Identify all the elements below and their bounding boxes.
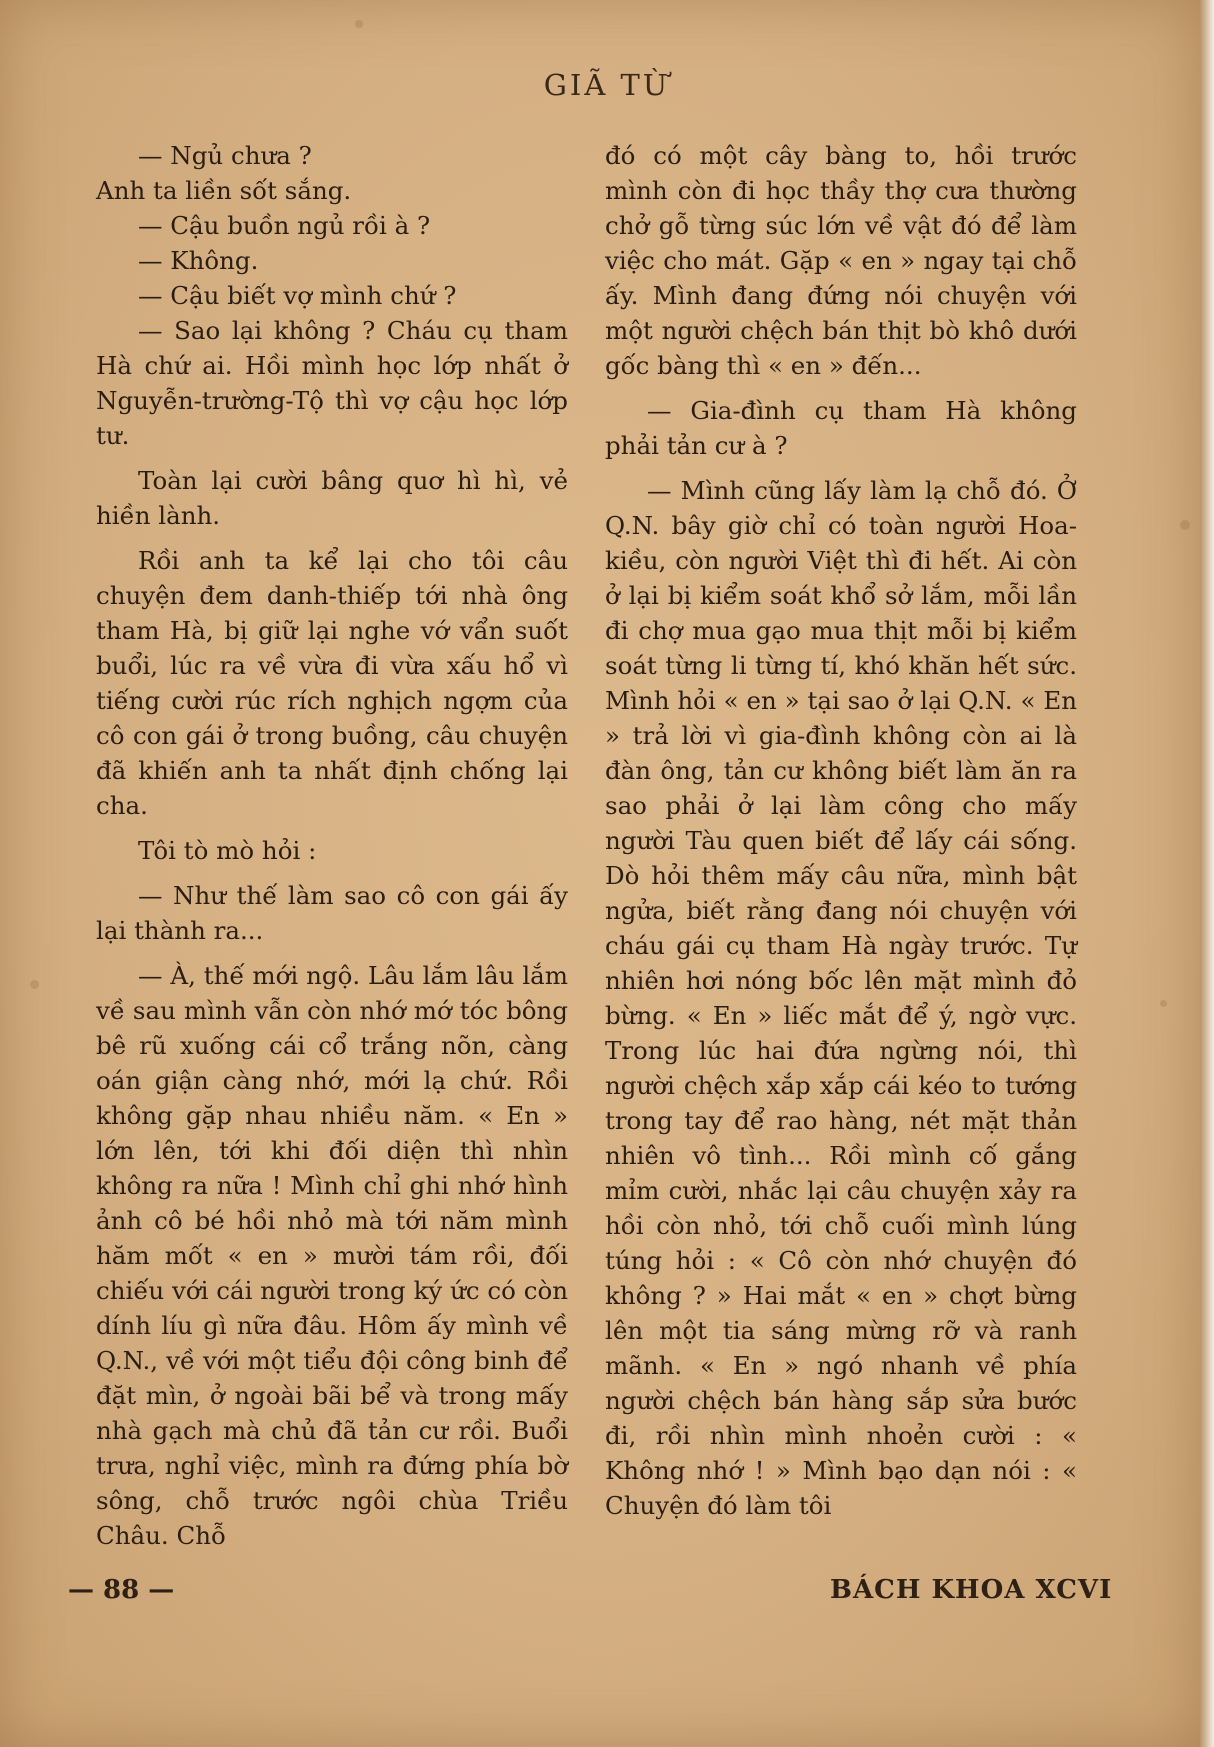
paragraph: — Gia-đình cụ tham Hà không phải tản cư à ? [605,396,1077,460]
paragraph: — À, thế mới ngộ. Lâu lắm lâu lắm về sau mình vẫn còn nhớ mớ tóc bông bê rũ xuống cái cổ trắng nõn, càng oán giận càng nhớ, mới lạ chứ. Rồi không gặp nhau nhiều năm. « En » lớn lên, tới khi đối diện thì nhìn không ra nữa ! Mình chỉ ghi nhớ hình ảnh cô bé hồi nhỏ mà tới năm mình hăm mốt « en » mười tám rồi, đối chiếu với cái người trong ký ức có còn dính líu gì nữa đâu. Hôm ấy mình về Q.N., về với một tiểu đội công binh để đặt mìn, ở ngoài bãi bể và trong mấy nhà gạch mà chủ đã tản cư rồi. Buổi trưa, nghỉ việc, mình ra đứng phía bờ sông, chỗ trước ngôi chùa Triều Châu. Chỗ [96,961,568,1550]
magazine-issue: BÁCH KHOA XCVI [830,1575,1113,1605]
paragraph: — Ngủ chưa ? [138,141,312,170]
paper-spot [1160,1000,1167,1007]
right-column [605,138,1077,1523]
running-header: GIÃ TỪ [543,68,671,102]
paragraph: đó có một cây bàng to, hồi trước mình còn đi học thầy thợ cưa thường chở gỗ từng súc lớn về vật đó để làm việc cho mát. Gặp « en » ngay tại chỗ ấy. Mình đang đứng nói chuyện với một người chệch bán thịt bò khô dưới gốc bàng thì « en » đến... [605,141,1077,380]
paragraph: — Cậu biết vợ mình chứ ? [138,281,457,310]
page-number: — 88 — [68,1575,175,1605]
paragraph: — Cậu buồn ngủ rồi à ? [138,211,431,240]
paragraph: — Sao lại không ? Cháu cụ tham Hà chứ ai. Hồi mình học lớp nhất ở Nguyễn-trường-Tộ thì vợ cậu học lớp tư. [96,316,568,450]
paragraph: Tôi tò mò hỏi : [138,836,317,865]
left-column [96,138,568,1553]
paragraph: — Như thế làm sao cô con gái ấy lại thành ra... [96,881,568,945]
paper-spot [30,980,39,989]
paragraph: Rồi anh ta kể lại cho tôi câu chuyện đem danh-thiếp tới nhà ông tham Hà, bị giữ lại nghe vớ vẩn suốt buổi, lúc ra về vừa đi vừa xấu hổ vì tiếng cười rúc rích nghịch ngợm của cô con gái ở trong buồng, câu chuyện đã khiến anh ta nhất định chống lại cha. [96,546,568,820]
page-edge [1200,0,1214,1747]
paragraph: Toàn lại cười bâng quơ hì hì, vẻ hiền lành. [96,466,568,530]
paragraph: — Mình cũng lấy làm lạ chỗ đó. Ở Q.N. bây giờ chỉ có toàn người Hoa-kiều, còn người Việt thì đi hết. Ai còn ở lại bị kiểm soát khổ sở lắm, mỗi lần đi chợ mua gạo mua thịt mỗi bị kiểm soát từng li từng tí, khó khăn hết sức. Mình hỏi « en » tại sao ở lại Q.N. « En » trả lời vì gia-đình không còn ai là đàn ông, tản cư không biết làm ăn ra sao phải ở lại làm công cho mấy người Tàu quen biết để lấy cái sống. Dò hỏi thêm mấy câu nữa, mình bật ngửa, biết rằng đang nói chuyện với cháu gái cụ tham Hà ngày trước. Tự nhiên hơi nóng bốc lên mặt mình đỏ bừng. « En » liếc mắt để ý, ngờ vực. Trong lúc hai đứa ngừng nói, thì người chệch xắp xắp cái kéo to tướng trong tay để rao hàng, nét mặt thản nhiên vô tình... Rồi mình cố gắng mỉm cười, nhắc lại câu chuyện xảy ra hồi còn nhỏ, tới chỗ cuối mình lúng túng hỏi : « Cô còn nhớ chuyện đó không ? » Hai mắt « en » chợt bừng lên một tia sáng mừng rỡ và ranh mãnh. « En » ngó nhanh về phía người chệch bán hàng sắp sửa bước đi, rồi nhìn mình nhoẻn cười : « Không nhớ ! » Mình bạo dạn nói : « Chuyện đó làm tôi [605,476,1077,1520]
paper-spot [1180,520,1190,530]
paragraph: — Không. [138,246,259,275]
paragraph: Anh ta liền sốt sắng. [96,176,352,205]
paper-spot [355,20,363,28]
